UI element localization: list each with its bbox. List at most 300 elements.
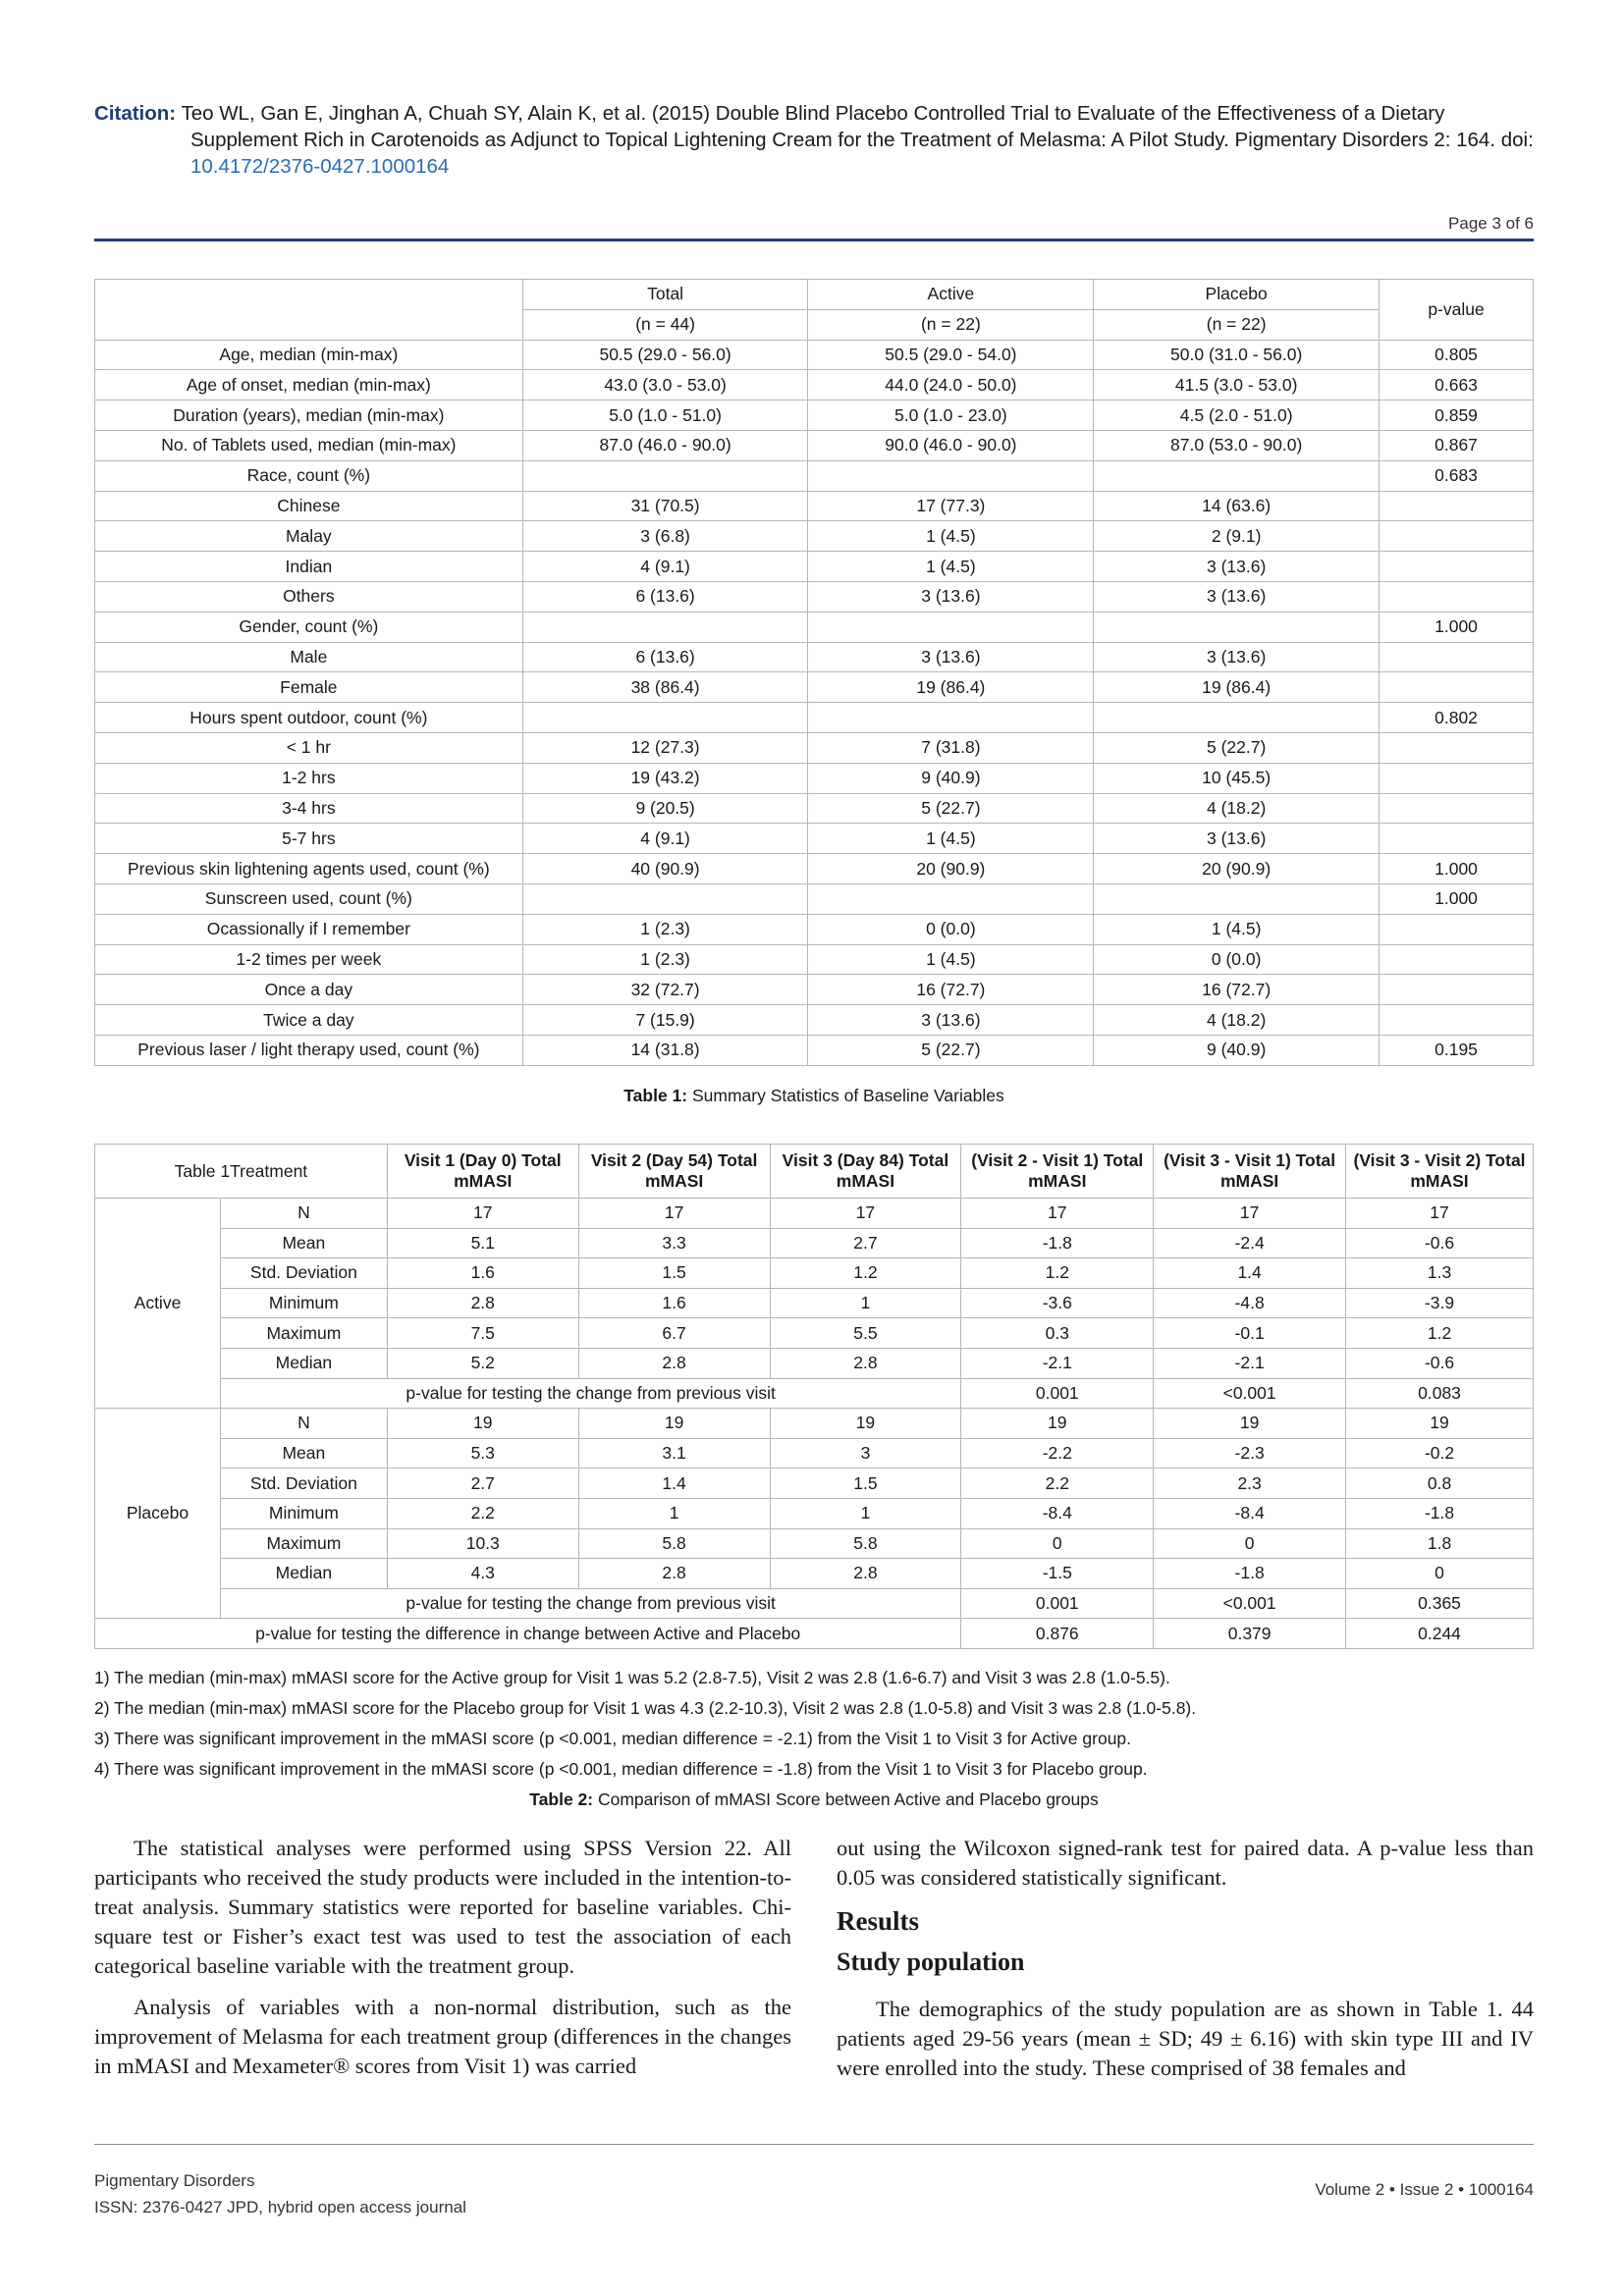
table-cell: 1.2	[1346, 1318, 1534, 1349]
table-cell: 2.8	[578, 1559, 770, 1589]
table-cell: 3 (13.6)	[808, 1005, 1094, 1036]
table-cell: -2.1	[961, 1348, 1154, 1378]
table2-caption	[94, 1789, 1534, 1810]
table2-note: 3) There was significant improvement in the mMASI score (p <0.001, median difference = -2.1) from the Visit 1 to Visit 3 for Active group.	[94, 1729, 1132, 1748]
footer-issn: ISSN: 2376-0427 JPD, hybrid open access journal	[94, 2198, 466, 2216]
table-cell	[1380, 793, 1534, 824]
table-cell: -0.6	[1346, 1228, 1534, 1258]
table-row	[95, 340, 1534, 370]
table-cell: 14 (63.6)	[1094, 491, 1380, 521]
table-cell: 1.4	[578, 1468, 770, 1499]
table-cell: 1 (4.5)	[808, 944, 1094, 975]
table-row	[95, 944, 1534, 975]
table2-header-visit1: Visit 1 (Day 0) Total mMASI	[387, 1145, 578, 1199]
table-cell: 3 (13.6)	[1094, 824, 1380, 854]
table-cell: 3 (13.6)	[808, 642, 1094, 672]
table-cell: 1.2	[961, 1258, 1154, 1289]
section-heading-results: Results	[837, 1906, 920, 1936]
table-cell: 1.6	[578, 1288, 770, 1318]
table-cell: 87.0 (46.0 - 90.0)	[522, 430, 808, 460]
table-cell: -0.2	[1346, 1438, 1534, 1468]
table1-subheader-total: (n = 44)	[522, 309, 808, 340]
table-row	[95, 1528, 1534, 1559]
citation-doi-link[interactable]: 10.4172/2376-0427.1000164	[190, 155, 450, 178]
pvalue-row	[95, 1378, 1534, 1409]
table-cell: 1 (2.3)	[522, 914, 808, 944]
difference-pvalue-label: p-value for testing the difference in change between Active and Placebo	[95, 1619, 961, 1649]
table1-subheader-active: (n = 22)	[808, 309, 1094, 340]
table-row	[95, 672, 1534, 703]
table1-header-pvalue: p-value	[1380, 280, 1534, 341]
table-cell: 0.683	[1380, 460, 1534, 491]
table-cell: 90.0 (46.0 - 90.0)	[808, 430, 1094, 460]
table-cell: 17	[961, 1199, 1154, 1229]
row-label: Race, count (%)	[95, 460, 523, 491]
stat-label: N	[220, 1199, 387, 1229]
table-cell: 14 (31.8)	[522, 1035, 808, 1065]
table-row	[95, 793, 1534, 824]
table-row	[95, 914, 1534, 944]
table2-header-change-3-1: (Visit 3 - Visit 1) Total mMASI	[1154, 1145, 1346, 1199]
table-cell: 5.1	[387, 1228, 578, 1258]
table-cell: 0	[1154, 1528, 1346, 1559]
group-label: Placebo	[95, 1409, 221, 1619]
table-cell: 0.867	[1380, 430, 1534, 460]
table-row	[95, 883, 1534, 914]
table-cell: 7 (15.9)	[522, 1005, 808, 1036]
table-cell: 1	[578, 1498, 770, 1528]
table-row	[95, 1318, 1534, 1349]
row-label: Previous laser / light therapy used, count (%)	[95, 1035, 523, 1065]
table-row	[95, 612, 1534, 642]
table-cell: 41.5 (3.0 - 53.0)	[1094, 370, 1380, 400]
table-cell: 16 (72.7)	[1094, 975, 1380, 1005]
table1-body	[95, 340, 1534, 1065]
table-cell: 0 (0.0)	[808, 914, 1094, 944]
table-row	[95, 1498, 1534, 1528]
citation-label: Citation:	[94, 102, 177, 125]
stat-label: Minimum	[220, 1498, 387, 1528]
table-cell: -1.8	[1154, 1559, 1346, 1589]
table-cell: 16 (72.7)	[808, 975, 1094, 1005]
table-cell: 0.805	[1380, 340, 1534, 370]
table-row	[95, 824, 1534, 854]
table2-note: 2) The median (min-max) mMASI score for the Placebo group for Visit 1 was 4.3 (2.2-10.3), Visit 2 was 2.8 (1.0-5.8) and Visit 3 was 2.8 (1.0-5.8).	[94, 1698, 1197, 1718]
table1-corner	[95, 280, 523, 341]
table-cell: -1.8	[1346, 1498, 1534, 1528]
row-label: Once a day	[95, 975, 523, 1005]
row-label: Malay	[95, 521, 523, 552]
table-cell: 3 (13.6)	[808, 581, 1094, 612]
stat-label: Mean	[220, 1228, 387, 1258]
table-cell	[1380, 975, 1534, 1005]
table-cell: 3.3	[578, 1228, 770, 1258]
table-cell: 0	[1346, 1559, 1534, 1589]
table-baseline-variables	[94, 279, 1534, 1066]
table-cell: 43.0 (3.0 - 53.0)	[522, 370, 808, 400]
table-cell	[1380, 1005, 1534, 1036]
table-cell: 5.0 (1.0 - 51.0)	[522, 400, 808, 431]
stat-label: Median	[220, 1348, 387, 1378]
table-cell: 38 (86.4)	[522, 672, 808, 703]
body-left-column	[94, 1834, 791, 2093]
table2-header-change-3-2: (Visit 3 - Visit 2) Total mMASI	[1346, 1145, 1534, 1199]
footer-rule	[94, 2144, 1534, 2145]
table-cell	[1094, 703, 1380, 733]
table-cell: 1.5	[770, 1468, 961, 1499]
table-cell: 2 (9.1)	[1094, 521, 1380, 552]
row-label: Age, median (min-max)	[95, 340, 523, 370]
pvalue-label: p-value for testing the change from previous visit	[220, 1378, 960, 1409]
table-row	[95, 491, 1534, 521]
page-number: Page 3 of 6	[1448, 214, 1534, 233]
subsection-heading-study-population: Study population	[837, 1948, 1025, 1976]
row-label: Others	[95, 581, 523, 612]
table-cell: 0	[961, 1528, 1154, 1559]
table-cell: 9 (40.9)	[1094, 1035, 1380, 1065]
table-cell	[1380, 521, 1534, 552]
row-label: Ocassionally if I remember	[95, 914, 523, 944]
table-cell: 19	[1346, 1409, 1534, 1439]
table-cell: 17	[387, 1199, 578, 1229]
table-cell: 1 (2.3)	[522, 944, 808, 975]
table-cell: 50.0 (31.0 - 56.0)	[1094, 340, 1380, 370]
table-cell: 3 (13.6)	[1094, 581, 1380, 612]
pvalue-cell: 0.876	[961, 1619, 1154, 1649]
table-cell: 1.000	[1380, 883, 1534, 914]
stat-label: Std. Deviation	[220, 1258, 387, 1289]
table-cell	[1094, 883, 1380, 914]
citation-line2: Supplement Rich in Carotenoids as Adjunct to Topical Lightening Cream for the Treatment of Melasma: A Pilot Study. Pigmentary Disorders 2: 164. doi:	[190, 129, 1534, 151]
row-label: Male	[95, 642, 523, 672]
body-paragraph: out using the Wilcoxon signed-rank test for paired data. A p-value less than 0.05 was considered statistically significant.	[837, 1836, 1534, 1890]
table-row	[95, 1559, 1534, 1589]
table-cell: 87.0 (53.0 - 90.0)	[1094, 430, 1380, 460]
table-cell: -0.1	[1154, 1318, 1346, 1349]
table-cell: 5.8	[578, 1528, 770, 1559]
table-cell: 20 (90.9)	[1094, 854, 1380, 884]
table-cell	[522, 883, 808, 914]
table-cell	[1380, 944, 1534, 975]
header-rule	[94, 239, 1534, 241]
table-cell	[522, 460, 808, 491]
table-cell: -4.8	[1154, 1288, 1346, 1318]
table-cell: 1.000	[1380, 612, 1534, 642]
table-cell: 31 (70.5)	[522, 491, 808, 521]
table-cell: 1 (4.5)	[808, 552, 1094, 582]
table-cell: 6.7	[578, 1318, 770, 1349]
difference-pvalue-row	[95, 1619, 1534, 1649]
footer-volume: Volume 2 • Issue 2 • 1000164	[1315, 2180, 1534, 2199]
table-cell: 4.3	[387, 1559, 578, 1589]
table-cell: 19	[387, 1409, 578, 1439]
table-cell: 3	[770, 1438, 961, 1468]
pvalue-cell: <0.001	[1154, 1378, 1346, 1409]
table-row	[95, 400, 1534, 431]
table-cell: 5.3	[387, 1438, 578, 1468]
table-cell: -8.4	[1154, 1498, 1346, 1528]
table-cell: 17	[1346, 1199, 1534, 1229]
table-cell	[1380, 491, 1534, 521]
table1-caption-label: Table 1:	[623, 1086, 688, 1105]
row-label: Twice a day	[95, 1005, 523, 1036]
table-cell: 2.8	[387, 1288, 578, 1318]
stat-label: Median	[220, 1559, 387, 1589]
table1-caption	[94, 1086, 1534, 1106]
stat-label: Minimum	[220, 1288, 387, 1318]
row-label: Previous skin lightening agents used, count (%)	[95, 854, 523, 884]
row-label: Female	[95, 672, 523, 703]
table-cell	[1380, 581, 1534, 612]
table-row	[95, 1005, 1534, 1036]
table-row	[95, 581, 1534, 612]
table-cell: 50.5 (29.0 - 56.0)	[522, 340, 808, 370]
table-cell: 19 (86.4)	[1094, 672, 1380, 703]
table-cell: 10 (45.5)	[1094, 763, 1380, 793]
table-cell: 4 (9.1)	[522, 552, 808, 582]
pvalue-cell: 0.083	[1346, 1378, 1534, 1409]
table1-subheader-placebo: (n = 22)	[1094, 309, 1380, 340]
pvalue-cell: 0.379	[1154, 1619, 1346, 1649]
pvalue-row	[95, 1588, 1534, 1619]
table-cell: 1.4	[1154, 1258, 1346, 1289]
group-label: Active	[95, 1199, 221, 1409]
table-row	[95, 1288, 1534, 1318]
table1-header-placebo: Placebo	[1094, 280, 1380, 310]
table-cell: 4 (18.2)	[1094, 793, 1380, 824]
table-cell	[808, 612, 1094, 642]
table-row	[95, 854, 1534, 884]
table-cell: 3 (13.6)	[1094, 552, 1380, 582]
table-cell: 19 (43.2)	[522, 763, 808, 793]
table-cell: 0.802	[1380, 703, 1534, 733]
table-cell: -1.8	[961, 1228, 1154, 1258]
table-row	[95, 642, 1534, 672]
table-cell: 17	[578, 1199, 770, 1229]
pvalue-cell: 0.365	[1346, 1588, 1534, 1619]
table-cell	[1380, 763, 1534, 793]
table-row	[95, 521, 1534, 552]
table2-caption-label: Table 2:	[529, 1789, 594, 1809]
citation	[94, 100, 1534, 180]
pvalue-cell: 0.244	[1346, 1619, 1534, 1649]
table1-caption-text: Summary Statistics of Baseline Variables	[687, 1086, 1004, 1105]
table-cell: 5.5	[770, 1318, 961, 1349]
table-cell: -2.2	[961, 1438, 1154, 1468]
table1-header-total: Total	[522, 280, 808, 310]
table-cell: 5 (22.7)	[1094, 732, 1380, 763]
row-label: 1-2 hrs	[95, 763, 523, 793]
table-cell	[522, 612, 808, 642]
table-row	[95, 763, 1534, 793]
table-cell: 6 (13.6)	[522, 581, 808, 612]
row-label: Sunscreen used, count (%)	[95, 883, 523, 914]
stat-label: Maximum	[220, 1318, 387, 1349]
table-cell: -2.4	[1154, 1228, 1346, 1258]
stat-label: Mean	[220, 1438, 387, 1468]
table-mmasi-comparison	[94, 1144, 1534, 1649]
table-cell: 5 (22.7)	[808, 793, 1094, 824]
table-cell	[1380, 642, 1534, 672]
table-cell: -0.6	[1346, 1348, 1534, 1378]
table2-corner: Table 1Treatment	[95, 1145, 388, 1199]
body-paragraph: Analysis of variables with a non-normal distribution, such as the improvement of Melasma for each treatment group (differences in the changes in mMASI and Mexameter® scores from Visit 1) was carried	[94, 1995, 791, 2078]
table-cell: 2.8	[770, 1559, 961, 1589]
row-label: < 1 hr	[95, 732, 523, 763]
table-cell	[1380, 732, 1534, 763]
row-label: Indian	[95, 552, 523, 582]
body-paragraph: The demographics of the study population are as shown in Table 1. 44 patients aged 29-56 years (mean ± SD; 49 ± 6.16) with skin type III and IV were enrolled into the study. These comprised of 38 females and	[837, 1997, 1534, 2080]
table-cell: 1.8	[1346, 1528, 1534, 1559]
table-row	[95, 1035, 1534, 1065]
table-row	[95, 1228, 1534, 1258]
table-cell: 32 (72.7)	[522, 975, 808, 1005]
table-row	[95, 703, 1534, 733]
table-cell: -2.3	[1154, 1438, 1346, 1468]
table2-note: 1) The median (min-max) mMASI score for the Active group for Visit 1 was 5.2 (2.8-7.5), Visit 2 was 2.8 (1.6-6.7) and Visit 3 was 2.8 (1.0-5.5).	[94, 1668, 1170, 1687]
table-cell: 4 (18.2)	[1094, 1005, 1380, 1036]
table2-caption-text: Comparison of mMASI Score between Active and Placebo groups	[593, 1789, 1099, 1809]
body-right-column	[837, 1834, 1534, 2095]
table-cell	[1380, 552, 1534, 582]
table-row	[95, 732, 1534, 763]
table-cell: 3 (6.8)	[522, 521, 808, 552]
row-label: Age of onset, median (min-max)	[95, 370, 523, 400]
table-cell	[1094, 460, 1380, 491]
table-cell: -3.9	[1346, 1288, 1534, 1318]
stat-label: Std. Deviation	[220, 1468, 387, 1499]
table-cell: 7 (31.8)	[808, 732, 1094, 763]
table-row	[95, 1199, 1534, 1229]
row-label: Hours spent outdoor, count (%)	[95, 703, 523, 733]
table-cell: 0.859	[1380, 400, 1534, 431]
stat-label: Maximum	[220, 1528, 387, 1559]
table-cell: -3.6	[961, 1288, 1154, 1318]
table-cell: 2.2	[961, 1468, 1154, 1499]
table-cell: 1 (4.5)	[1094, 914, 1380, 944]
table-cell: 19	[578, 1409, 770, 1439]
row-label: Gender, count (%)	[95, 612, 523, 642]
table-cell	[1380, 672, 1534, 703]
table-row	[95, 1348, 1534, 1378]
table-row	[95, 430, 1534, 460]
table-cell: 2.7	[387, 1468, 578, 1499]
row-label: 5-7 hrs	[95, 824, 523, 854]
table2-notes	[94, 1663, 1534, 1785]
pvalue-cell: 0.001	[961, 1378, 1154, 1409]
table-cell	[1094, 612, 1380, 642]
table-cell: 3.1	[578, 1438, 770, 1468]
pvalue-cell: 0.001	[961, 1588, 1154, 1619]
table-cell: 17 (77.3)	[808, 491, 1094, 521]
table2-header-change-2-1: (Visit 2 - Visit 1) Total mMASI	[961, 1145, 1154, 1199]
table-cell	[808, 460, 1094, 491]
citation-line1: Teo WL, Gan E, Jinghan A, Chuah SY, Alain K, et al. (2015) Double Blind Placebo Controlled Trial to Evaluate of the Effectiveness of a Dietary	[181, 102, 1445, 125]
table-cell: 0.663	[1380, 370, 1534, 400]
table-cell: 2.8	[770, 1348, 961, 1378]
table-cell: 4.5 (2.0 - 51.0)	[1094, 400, 1380, 431]
table-row	[95, 1409, 1534, 1439]
table-cell: 0 (0.0)	[1094, 944, 1380, 975]
table-cell: 1.2	[770, 1258, 961, 1289]
table2-header-visit3: Visit 3 (Day 84) Total mMASI	[770, 1145, 961, 1199]
table-cell	[808, 703, 1094, 733]
footer-left	[94, 2167, 466, 2220]
table-cell: 44.0 (24.0 - 50.0)	[808, 370, 1094, 400]
table-cell: 1.000	[1380, 854, 1534, 884]
table-cell: 6 (13.6)	[522, 642, 808, 672]
table-cell: 5.2	[387, 1348, 578, 1378]
row-label: No. of Tablets used, median (min-max)	[95, 430, 523, 460]
table2-header-visit2: Visit 2 (Day 54) Total mMASI	[578, 1145, 770, 1199]
table2-body	[95, 1199, 1534, 1649]
table-cell: 1 (4.5)	[808, 521, 1094, 552]
table-cell: 0.195	[1380, 1035, 1534, 1065]
table-row	[95, 1258, 1534, 1289]
table-cell: 20 (90.9)	[808, 854, 1094, 884]
table-cell: 2.7	[770, 1228, 961, 1258]
table-cell: 1.6	[387, 1258, 578, 1289]
table-cell	[1380, 824, 1534, 854]
table-cell: 3 (13.6)	[1094, 642, 1380, 672]
table-cell: 50.5 (29.0 - 54.0)	[808, 340, 1094, 370]
table-cell: 9 (20.5)	[522, 793, 808, 824]
table-row	[95, 1468, 1534, 1499]
table-cell: -2.1	[1154, 1348, 1346, 1378]
table-cell: 17	[770, 1199, 961, 1229]
footer-journal: Pigmentary Disorders	[94, 2171, 255, 2190]
table-cell: 5.8	[770, 1528, 961, 1559]
table-cell: 7.5	[387, 1318, 578, 1349]
table-cell: 1	[770, 1498, 961, 1528]
table2-note: 4) There was significant improvement in the mMASI score (p <0.001, median difference = -1.8) from the Visit 1 to Visit 3 for Placebo group.	[94, 1759, 1148, 1779]
table-cell: -1.5	[961, 1559, 1154, 1589]
table-cell: -8.4	[961, 1498, 1154, 1528]
table-row	[95, 370, 1534, 400]
table-cell: 1	[770, 1288, 961, 1318]
table-cell: 1.3	[1346, 1258, 1534, 1289]
table-cell: 17	[1154, 1199, 1346, 1229]
table-cell: 12 (27.3)	[522, 732, 808, 763]
table-row	[95, 975, 1534, 1005]
table-cell: 2.8	[578, 1348, 770, 1378]
table-cell: 0.3	[961, 1318, 1154, 1349]
pvalue-label: p-value for testing the change from previous visit	[220, 1588, 960, 1619]
row-label: 3-4 hrs	[95, 793, 523, 824]
row-label: Chinese	[95, 491, 523, 521]
table-cell: 19	[1154, 1409, 1346, 1439]
table-cell: 0.8	[1346, 1468, 1534, 1499]
table-cell: 19 (86.4)	[808, 672, 1094, 703]
table1-header-active: Active	[808, 280, 1094, 310]
table-cell: 10.3	[387, 1528, 578, 1559]
table-cell	[1380, 914, 1534, 944]
table-cell	[808, 883, 1094, 914]
table-cell: 1.5	[578, 1258, 770, 1289]
table-cell: 1 (4.5)	[808, 824, 1094, 854]
row-label: 1-2 times per week	[95, 944, 523, 975]
table-cell	[522, 703, 808, 733]
stat-label: N	[220, 1409, 387, 1439]
table-cell: 2.3	[1154, 1468, 1346, 1499]
table-cell: 2.2	[387, 1498, 578, 1528]
table-cell: 19	[961, 1409, 1154, 1439]
row-label: Duration (years), median (min-max)	[95, 400, 523, 431]
table-cell: 19	[770, 1409, 961, 1439]
table-cell: 4 (9.1)	[522, 824, 808, 854]
pvalue-cell: <0.001	[1154, 1588, 1346, 1619]
table-cell: 5.0 (1.0 - 23.0)	[808, 400, 1094, 431]
